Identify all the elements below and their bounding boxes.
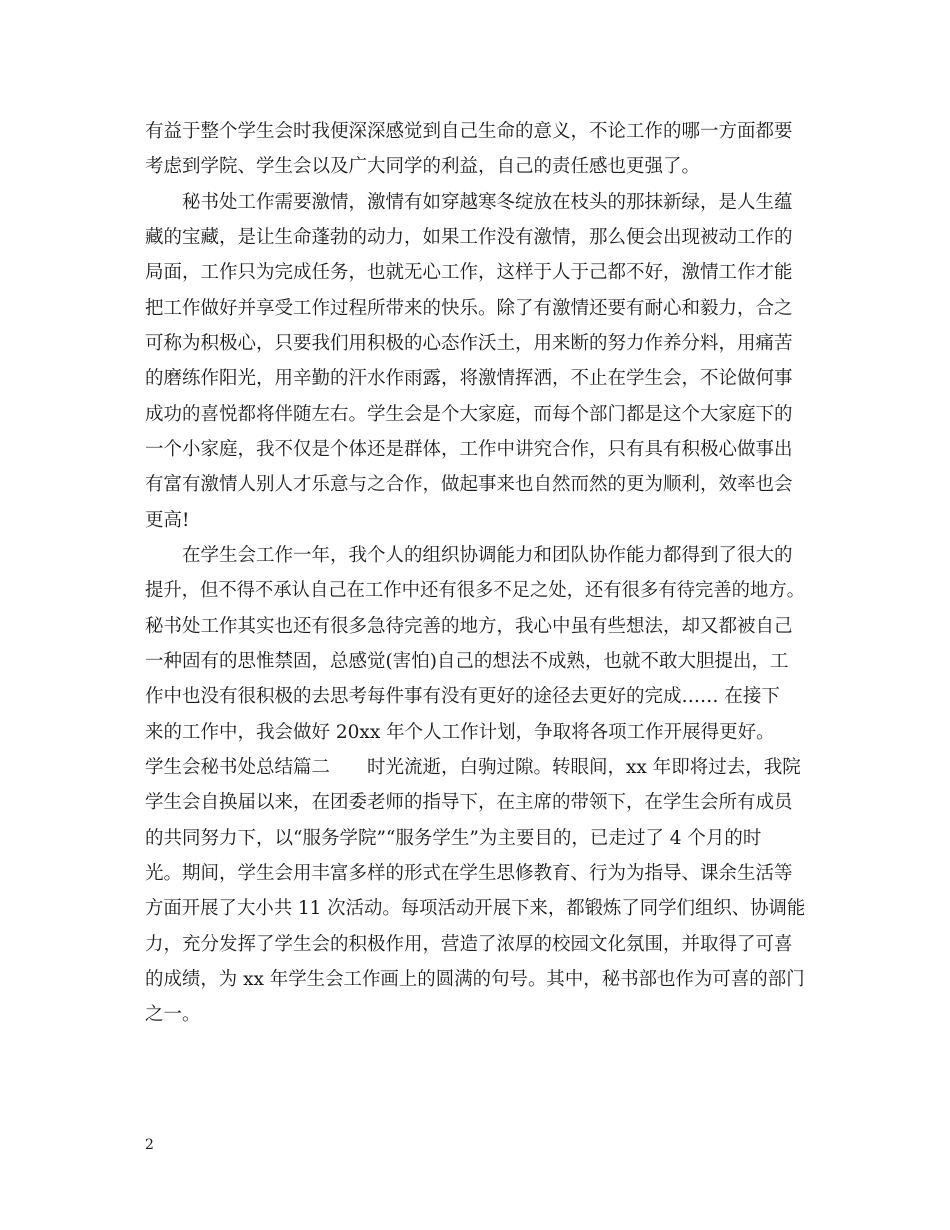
text-line: 的成绩，为 xx 年学生会工作画上的圆满的句号。其中，秘书部也作为可喜的部门 (145, 969, 805, 990)
text-line: 更高! (145, 510, 190, 531)
text-line: 局面，工作只为完成任务，也就无心工作，这样于人于己都不好，激情工作才能 (145, 262, 793, 283)
text-line: 可称为积极心，只要我们用积极的心态作沃土，用来断的努力作养分料，用痛苦 (145, 333, 793, 354)
text-line: 学生会秘书处总结篇二 时光流逝，白驹过隙。转眼间，xx 年即将过去，我院 (145, 757, 801, 778)
text-line: 方面开展了大小共 11 次活动。每项活动开展下来，都锻炼了同学们组织、协调能 (145, 898, 806, 919)
text-line: 把工作做好并享受工作过程所带来的快乐。除了有激情还要有耐心和毅力，合之 (145, 298, 793, 319)
text-line: 光。期间，学生会用丰富多样的形式在学生思修教育、行为为指导、课余生活等 (145, 863, 793, 884)
text-line: 来的工作中，我会做好 20xx 年个人工作计划，争取将各项工作开展得更好。 (145, 722, 775, 743)
text-line: 在学生会工作一年，我个人的组织协调能力和团队协作能力都得到了很大的 (145, 545, 793, 566)
text-line: 学生会自换届以来，在团委老师的指导下，在主席的带领下，在学生会所有成员 (145, 792, 793, 813)
text-line: 秘书处工作其实也还有很多急待完善的地方，我心中虽有些想法，却又都被自己 (145, 616, 793, 637)
text-line: 的磨练作阳光，用辛勤的汗水作雨露，将激情挥洒，不止在学生会，不论做何事 (145, 368, 793, 389)
text-line: 有富有激情人别人才乐意与之合作，做起事来也自然而然的更为顺利，效率也会 (145, 474, 793, 495)
text-line: 的共同努力下，以“服务学院”“服务学生”为主要目的，已走过了 4 个月的时 (145, 828, 762, 849)
text-line: 秘书处工作需要激情，激情有如穿越寒冬绽放在枝头的那抹新绿，是人生蕴 (145, 192, 793, 213)
text-line: 一种固有的思惟禁固，总感觉(害怕)自己的想法不成熟，也就不敢大胆提出，工 (145, 651, 789, 672)
text-line: 藏的宝藏，是让生命蓬勃的动力，如果工作没有激情，那么便会出现被动工作的 (145, 227, 793, 248)
text-line: 提升，但不得不承认自己在工作中还有很多不足之处，还有很多有待完善的地方。 (145, 580, 806, 601)
page-number: 2 (145, 1137, 154, 1153)
text-line: 一个小家庭，我不仅是个体还是群体，工作中讲究合作，只有具有积极心做事出 (145, 439, 793, 460)
text-line: 考虑到学院、学生会以及广大同学的利益，自己的责任感也更强了。 (145, 156, 701, 177)
text-line: 之一。 (145, 1004, 201, 1025)
text-line: 成功的喜悦都将伴随左右。学生会是个大家庭，而每个部门都是这个大家庭下的 (145, 404, 793, 425)
text-line: 作中也没有很积极的去思考每件事有没有更好的途径去更好的完成…… 在接下 (145, 686, 780, 707)
text-line: 力，充分发挥了学生会的积极作用，营造了浓厚的校园文化氛围，并取得了可喜 (145, 934, 793, 955)
text-line: 有益于整个学生会时我便深深感觉到自己生命的意义，不论工作的哪一方面都要 (145, 121, 793, 142)
